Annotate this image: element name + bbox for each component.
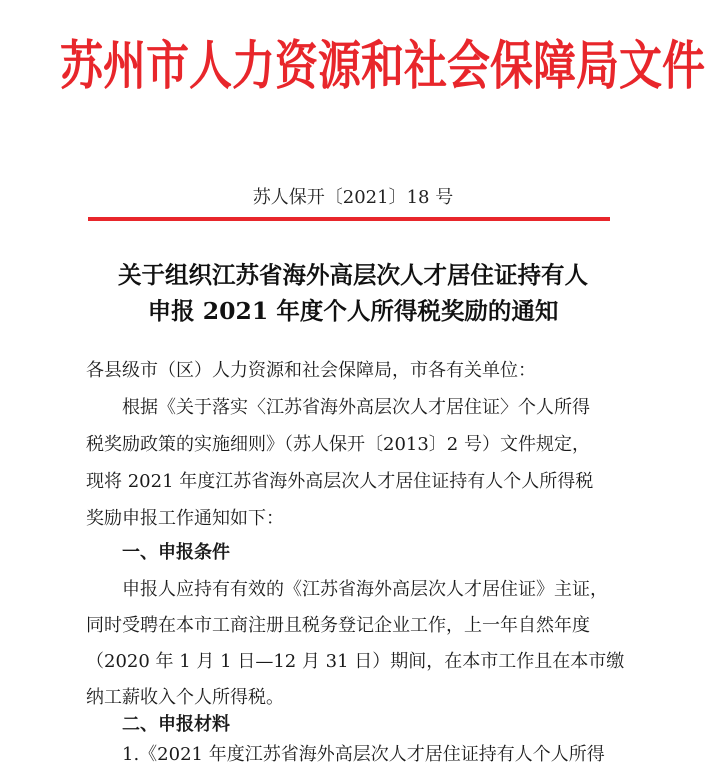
paragraph-2-line-4: 纳工薪收入个人所得税。 [86,687,284,708]
paragraph-1-line-2: 税奖励政策的实施细则》（苏人保开〔2013〕2 号）文件规定， [86,434,590,455]
red-divider-rule [88,217,610,221]
paragraph-1-line-4: 奖励申报工作通知如下： [86,508,284,529]
paragraph-2-line-3: （2020 年 1 月 1 日—12 月 31 日）期间，在本市工作且在本市缴 [86,651,625,672]
section-2-heading: 二、申报材料 [122,714,230,735]
section-1-heading: 一、申报条件 [122,542,230,563]
paragraph-1-line-3: 现将 2021 年度江苏省海外高层次人才居住证持有人个人所得税 [86,471,594,492]
paragraph-2-line-2: 同时受聘在本市工商注册且税务登记企业工作，上一年自然年度 [86,615,590,636]
paragraph-1-line-1: 根据《关于落实〈江苏省海外高层次人才居住证〉个人所得 [122,397,590,418]
notice-title-line-2: 申报 2021 年度个人所得税奖励的通知 [147,297,559,325]
salutation: 各县级市（区）人力资源和社会保障局，市各有关单位： [86,360,536,381]
list-item-1: 1.《2021 年度江苏省海外高层次人才居住证持有人个人所得 [122,744,605,765]
paragraph-2-line-1: 申报人应持有有效的《江苏省海外高层次人才居住证》主证， [122,579,608,600]
document-number: 苏人保开〔2021〕18 号 [252,187,454,208]
notice-title-line-1: 关于组织江苏省海外高层次人才居住证持有人 [118,261,588,289]
masthead-title: 苏州市人力资源和社会保障局文件 [60,36,705,98]
